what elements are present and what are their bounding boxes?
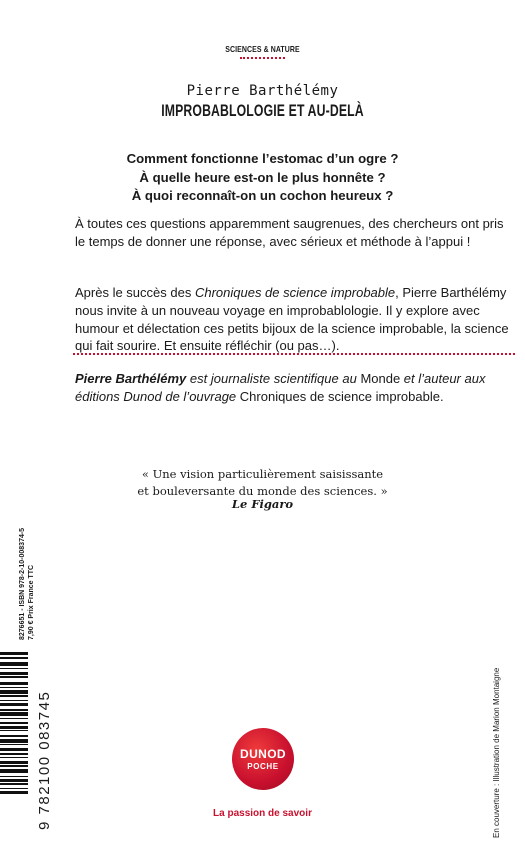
bio-text-3: . <box>439 388 444 404</box>
collection-divider <box>240 57 285 59</box>
price-line: 7,90 € Prix France TTC <box>28 564 35 640</box>
publisher-tagline: La passion de savoir <box>213 808 312 819</box>
logo-name: DUNOD <box>240 747 286 761</box>
author-bio <box>75 370 515 406</box>
quote-line-2: et bouleversante du monde des sciences. » <box>137 483 388 498</box>
question-1: Comment fonctionne l’estomac d’un ogre ? <box>126 151 399 166</box>
description-text-end: , Pierre Barthélémy nous invite à un nouveau voyage en improbablologie. Il y explore avec humour et délectation ces petits bijoux de la science improbable, la science qui fait sourire. Et ensuite réfléchir (ou pas…). <box>75 285 509 354</box>
quote-line-1: « Une vision particulièrement saisissante <box>141 467 384 481</box>
logo-sub: POCHE <box>247 762 279 771</box>
bio-author-name: Pierre Barthélémy <box>75 371 187 386</box>
cover-credit: En couverture : Illustration de Marion Montaigne <box>492 667 501 838</box>
quote-source: Le Figaro <box>231 497 294 511</box>
barcode-number: 9 782100 083745 <box>36 690 53 830</box>
question-2: À quelle heure est-on le plus honnête ? <box>139 169 386 185</box>
dunod-poche-logo <box>232 728 294 790</box>
bio-text-2: et l’auteur aux éditions Dunod de l’ouvrage <box>75 371 486 404</box>
description-paragraph <box>75 284 515 355</box>
question-3: À quoi reconnaît-on un cochon heureux ? <box>131 188 394 203</box>
questions-block <box>0 150 525 206</box>
section-divider <box>73 353 515 355</box>
press-quote <box>0 466 525 499</box>
bio-newspaper: Monde <box>360 371 401 386</box>
isbn-block <box>18 480 36 640</box>
bio-text-1: est journaliste scientifique au <box>186 371 361 386</box>
bio-book-title: Chroniques de science improbable <box>239 388 440 404</box>
intro-paragraph: À toutes ces questions apparemment saugrenues, des chercheurs ont pris le temps de donner une réponse, avec sérieux et méthode à l’appui ! <box>75 216 504 249</box>
author-name: Pierre Barthélémy <box>186 83 339 99</box>
description-book-title: Chroniques de science improbable <box>194 285 396 300</box>
barcode <box>0 652 28 802</box>
isbn-line: 8276651 - ISBN 978-2-10-008374-5 <box>19 527 26 640</box>
description-text-start: Après le succès des <box>75 285 195 300</box>
book-title: IMPROBABLOLOGIE ET AU-DELÀ <box>161 101 364 120</box>
collection-label: SCIENCES & NATURE <box>225 44 300 54</box>
